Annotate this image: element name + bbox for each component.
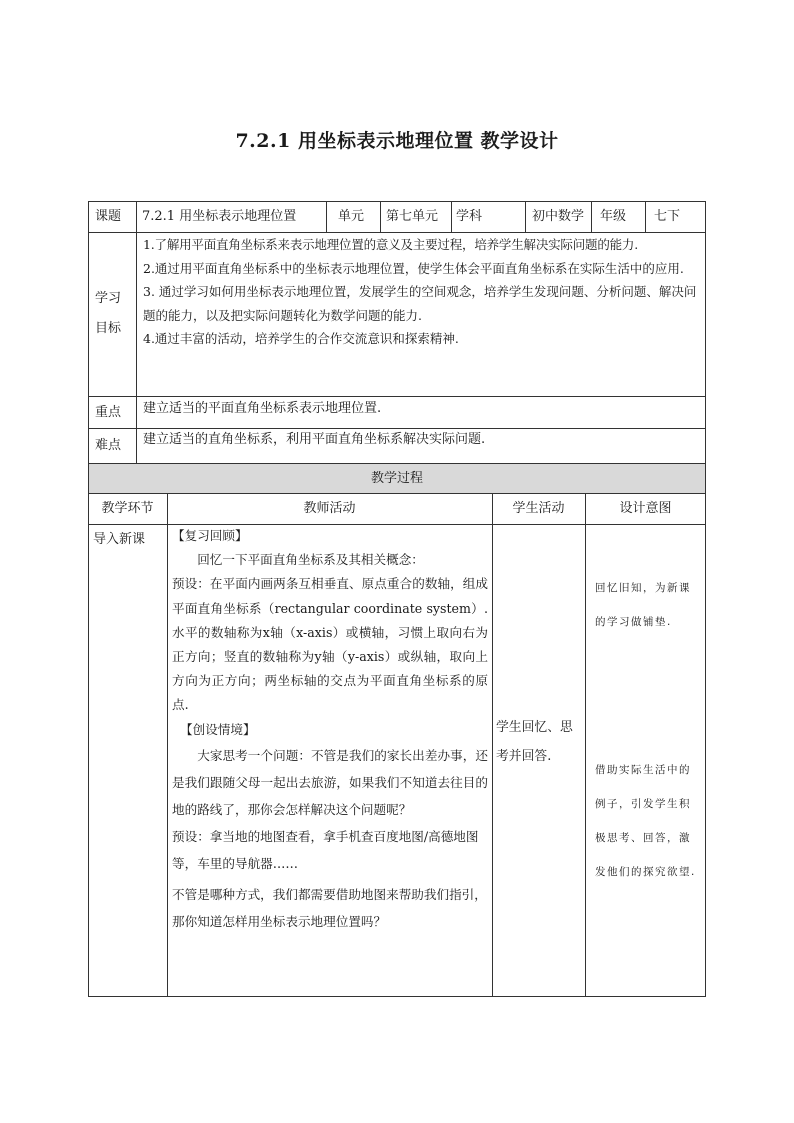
unit-value: 第七单元 xyxy=(386,209,439,224)
unit-label: 单元 xyxy=(338,209,365,224)
subject-value: 初中数学 xyxy=(532,209,585,224)
goals-label-line2: 目标 xyxy=(95,321,122,336)
column-header-student: 学生活动 xyxy=(512,501,565,516)
stage-label: 导入新课 xyxy=(93,532,146,547)
design-intent-1: 回忆旧知，为新课的学习做铺垫. xyxy=(595,582,691,628)
course-value: 7.2.1 用坐标表示地理位置 xyxy=(142,209,297,224)
column-header-intent: 设计意图 xyxy=(619,501,672,516)
goal-item: 1.了解用平面直角坐标系来表示地理位置的意义及主要过程，培养学生解决实际问题的能力. xyxy=(143,237,639,252)
teacher-activity xyxy=(172,524,488,935)
scene-question: 大家思考一个问题：不管是我们的家长出差办事，还是我们跟随父母一起出去旅游，如果我们不知道去往目的地的路线了，那你会怎样解决这个问题呢？ xyxy=(172,747,488,817)
course-label: 课题 xyxy=(95,209,122,224)
review-answer: 预设：在平面内画两条互相垂直、原点重合的数轴，组成平面直角坐标系（rectangular coordinate system）.水平的数轴称为x轴（x-axis）或横轴，习惯上取向右为正方向；竖直的数轴称为y轴（y-axis）或纵轴，取向上方向为正方向；两坐标轴的交点为平面直角坐标系的原点. xyxy=(172,576,488,713)
review-prompt: 回忆一下平面直角坐标系及其相关概念： xyxy=(197,552,424,568)
scene-answer: 预设：拿当地的地图查看，拿手机查百度地图/高德地图等，车里的导航器…… xyxy=(172,828,479,871)
page-title: 7.2.1 用坐标表示地理位置 教学设计 xyxy=(235,130,559,152)
scene-heading: 【创设情境】 xyxy=(180,721,256,737)
key-point-text: 建立适当的平面直角坐标系表示地理位置. xyxy=(143,401,382,416)
goal-item: 4.通过丰富的活动，培养学生的合作交流意识和探索精神. xyxy=(143,331,459,346)
difficulty-label: 难点 xyxy=(95,438,122,453)
key-point-label: 重点 xyxy=(95,405,122,420)
design-intent-2: 借助实际生活中的例子，引发学生积极思考、回答，激发他们的探究欲望. xyxy=(595,764,696,878)
grade-label: 年级 xyxy=(600,209,627,224)
process-header: 教学过程 xyxy=(370,471,423,486)
column-header-stage: 教学环节 xyxy=(101,501,154,516)
column-header-teacher: 教师活动 xyxy=(303,501,356,516)
grade-value: 七下 xyxy=(654,209,681,224)
goal-item: 2.通过用平面直角坐标系中的坐标表示地理位置，使学生体会平面直角坐标系在实际生活中的应用. xyxy=(143,260,684,276)
subject-label: 学科 xyxy=(456,209,483,224)
review-heading: 【复习回顾】 xyxy=(172,528,248,543)
goals-list xyxy=(143,233,703,351)
difficulty-text: 建立适当的直角坐标系，利用平面直角坐标系解决实际问题. xyxy=(143,432,486,447)
scene-followup: 不管是哪种方式，我们都需要借助地图来帮助我们指引，那你知道怎样用坐标表示地理位置吗？ xyxy=(172,886,487,929)
lesson-plan-table xyxy=(88,201,706,997)
goals-label-line1: 学习 xyxy=(95,291,122,306)
goal-item: 3. 通过学习如何用坐标表示地理位置，发展学生的空间观念，培养学生发现问题、分析问题、解决问题的能力，以及把实际问题转化为数学问题的能力. xyxy=(143,284,697,323)
student-activity: 学生回忆、思考并回答. xyxy=(496,720,573,764)
